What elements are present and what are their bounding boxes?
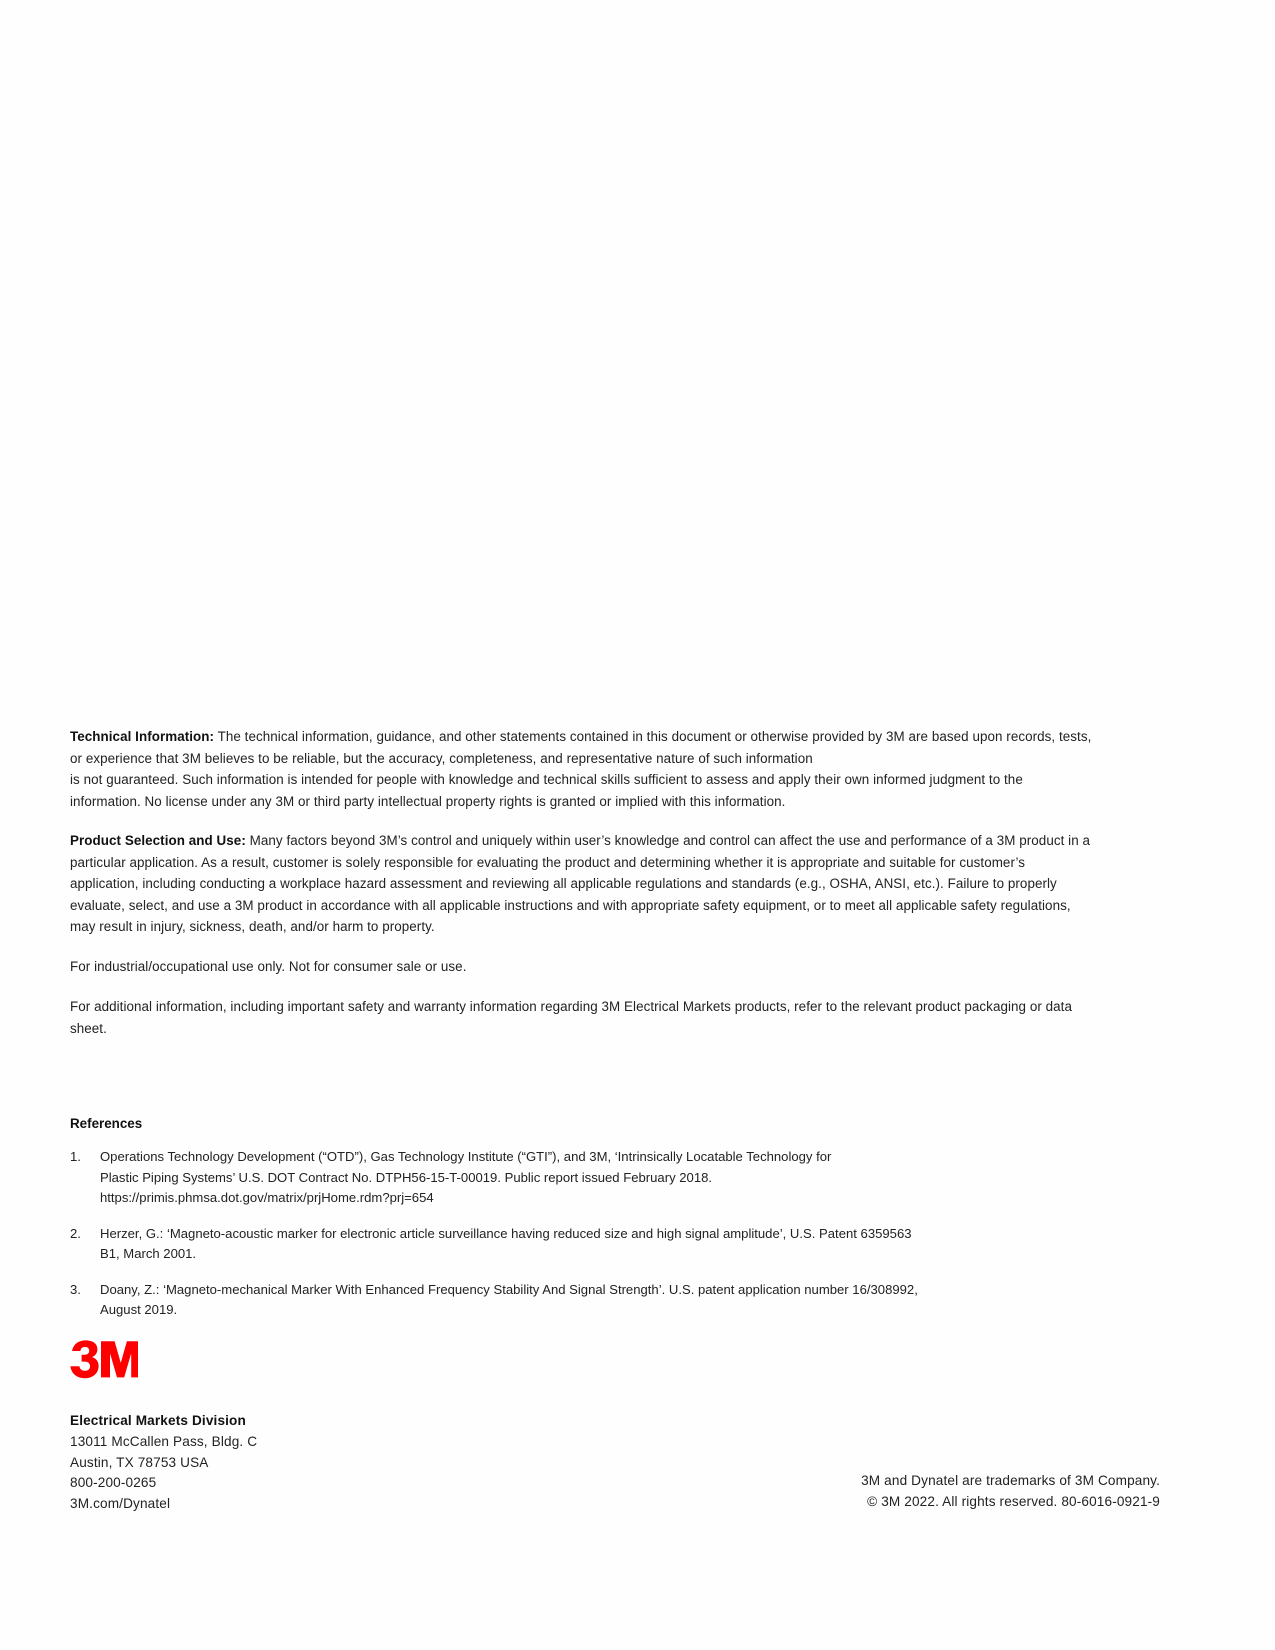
address-line-street: 13011 McCallen Pass, Bldg. C (70, 1434, 258, 1449)
technical-information-label: Technical Information: (70, 729, 215, 744)
references-heading: References (70, 1116, 143, 1131)
reference-line: Plastic Piping Systems’ U.S. DOT Contract No. DTPH56-15-T-00019. Public report issued February 2018. (100, 1169, 713, 1185)
footer-trademark-block (861, 1470, 1160, 1514)
technical-information-paragraph (70, 726, 1092, 812)
page-footer (70, 1340, 1160, 1514)
industrial-use-paragraph: For industrial/occupational use only. Not for consumer sale or use. (70, 958, 467, 974)
technical-information-body: The technical information, guidance, and other statements contained in this document or otherwise provided by 3M are based upon records, tests, or experience that 3M believes to be reliable, but the accuracy, completeness, and representative nature of such information (70, 729, 1092, 766)
reference-number: 1. (70, 1149, 81, 1164)
footer-address-block (70, 1340, 257, 1514)
trademark-notice: 3M and Dynatel are trademarks of 3M Company. (861, 1473, 1160, 1488)
reference-line: August 2019. (100, 1302, 178, 1317)
reference-line: B1, March 2001. (100, 1246, 197, 1261)
address-line-city: Austin, TX 78753 USA (70, 1454, 209, 1470)
reference-url[interactable]: https://primis.phmsa.dot.gov/matrix/prjHome.rdm?prj=654 (100, 1190, 434, 1205)
technical-information-body-continued: is not guaranteed. Such information is intended for people with knowledge and technical skills sufficient to assess and apply their own informed judgment to the information. No license under any 3M or third party intellectual property rights is granted or implied with this information. (70, 772, 1023, 809)
address-line-phone[interactable]: 800-200-0265 (70, 1475, 157, 1490)
reference-item (70, 1147, 1122, 1209)
product-selection-label: Product Selection and Use: (70, 833, 246, 848)
references-section (70, 1115, 1122, 1321)
references-list (70, 1147, 1122, 1321)
product-selection-paragraph (70, 830, 1092, 938)
division-name: Electrical Markets Division (70, 1413, 246, 1428)
reference-line: Doany, Z.: ‘Magneto-mechanical Marker With Enhanced Frequency Stability And Signal Strength’. U.S. patent application number 16/308992, (100, 1281, 918, 1297)
reference-text (100, 1224, 1122, 1265)
reference-item (70, 1280, 1122, 1321)
legal-disclaimer-section (70, 726, 1092, 1039)
reference-text (100, 1147, 1122, 1209)
reference-item (70, 1224, 1122, 1265)
reference-number: 3. (70, 1281, 81, 1297)
product-selection-body: Many factors beyond 3M’s control and uniquely within user’s knowledge and control can affect the use and performance of a 3M product in a particular application. As a result, customer is solely responsible for evaluating the product and determining whether it is appropriate and suitable for customer’s application, including conducting a workplace hazard assessment and reviewing all applicable regulations and standards (e.g., OSHA, ANSI, etc.). Failure to properly evaluate, select, and use a 3M product in accordance with all applicable instructions and with appropriate safety equipment, or to meet all applicable safety regulations, may result in injury, sickness, death, and/or harm to property. (70, 833, 1091, 934)
additional-information-paragraph: For additional information, including important safety and warranty information regarding 3M Electrical Markets products, refer to the relevant product packaging or data sheet. (70, 999, 1072, 1036)
copyright-notice: © 3M 2022. All rights reserved. 80-6016-0921-9 (867, 1494, 1160, 1509)
reference-line: Herzer, G.: ‘Magneto-acoustic marker for electronic article surveillance having reduced size and high signal amplitude’, U.S. Patent 6359563 (100, 1225, 912, 1241)
reference-line: Operations Technology Development (“OTD”), Gas Technology Institute (“GTI”), and 3M, ‘Intrinsically Locatable Technology for (100, 1149, 832, 1164)
reference-number: 2. (70, 1225, 81, 1241)
3m-logo-icon (70, 1340, 257, 1385)
address-line-website[interactable]: 3M.com/Dynatel (70, 1495, 171, 1511)
reference-text (100, 1280, 1122, 1321)
